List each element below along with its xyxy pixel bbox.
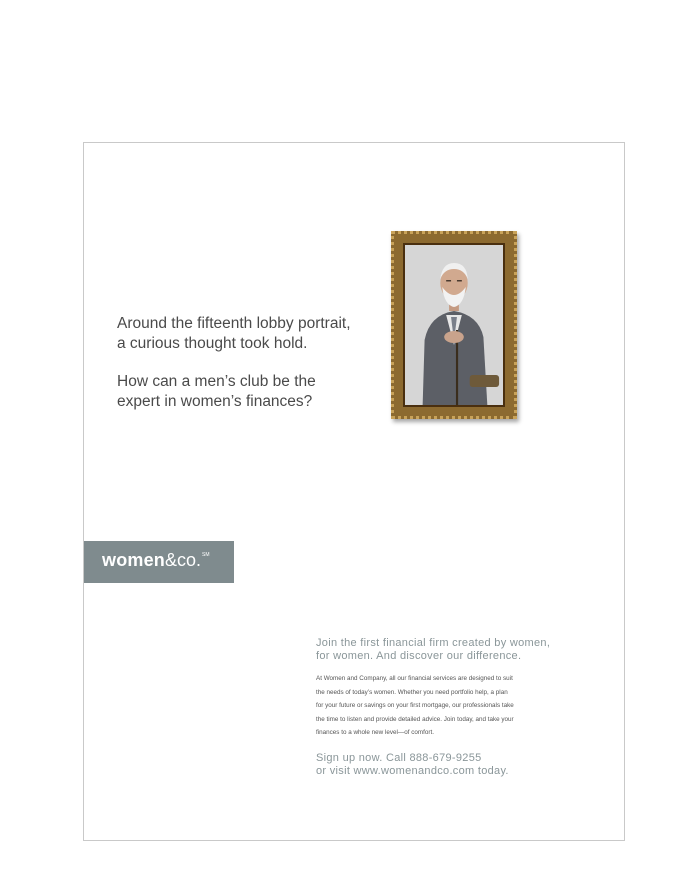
logo-service-mark: SM	[202, 552, 210, 558]
logo-word-women: women	[102, 550, 166, 570]
portrait-icon	[405, 245, 503, 405]
headline-line-1: Around the fifteenth lobby portrait,	[117, 315, 351, 332]
description-paragraph	[316, 672, 606, 740]
tagline-line-1: Join the first financial firm created by women,	[316, 637, 551, 649]
paragraph-line: finances to a whole new level—of comfort.	[316, 729, 434, 736]
logo-word-co: co.	[177, 550, 202, 570]
tagline-line-2: for women. And discover our difference.	[316, 650, 522, 662]
brand-logo	[102, 550, 210, 571]
headline-question-line-1: How can a men’s club be the	[117, 373, 316, 390]
headline-question-line-2: expert in women’s finances?	[117, 393, 313, 410]
paragraph-line: At Women and Company, all our financial services are designed to suit	[316, 675, 513, 682]
cta-website: or visit www.womenandco.com today.	[316, 764, 509, 777]
portrait-frame	[391, 231, 517, 419]
logo-ampersand: &	[165, 550, 178, 570]
body-copy	[316, 637, 606, 778]
cta-phone: Sign up now. Call 888-679-9255	[316, 751, 482, 764]
paragraph-line: the time to listen and provide detailed advice. Join today, and take your	[316, 715, 514, 723]
paragraph-line: the needs of today’s women. Whether you need portfolio help, a plan	[316, 688, 508, 696]
call-to-action	[316, 752, 606, 778]
headline	[117, 314, 387, 412]
brand-logo-bar	[84, 541, 234, 583]
paragraph-line: for your future or savings on your first mortgage, our professionals take	[316, 702, 514, 709]
headline-line-2: a curious thought took hold.	[117, 335, 308, 352]
tagline	[316, 637, 606, 663]
portrait-image	[405, 245, 503, 405]
